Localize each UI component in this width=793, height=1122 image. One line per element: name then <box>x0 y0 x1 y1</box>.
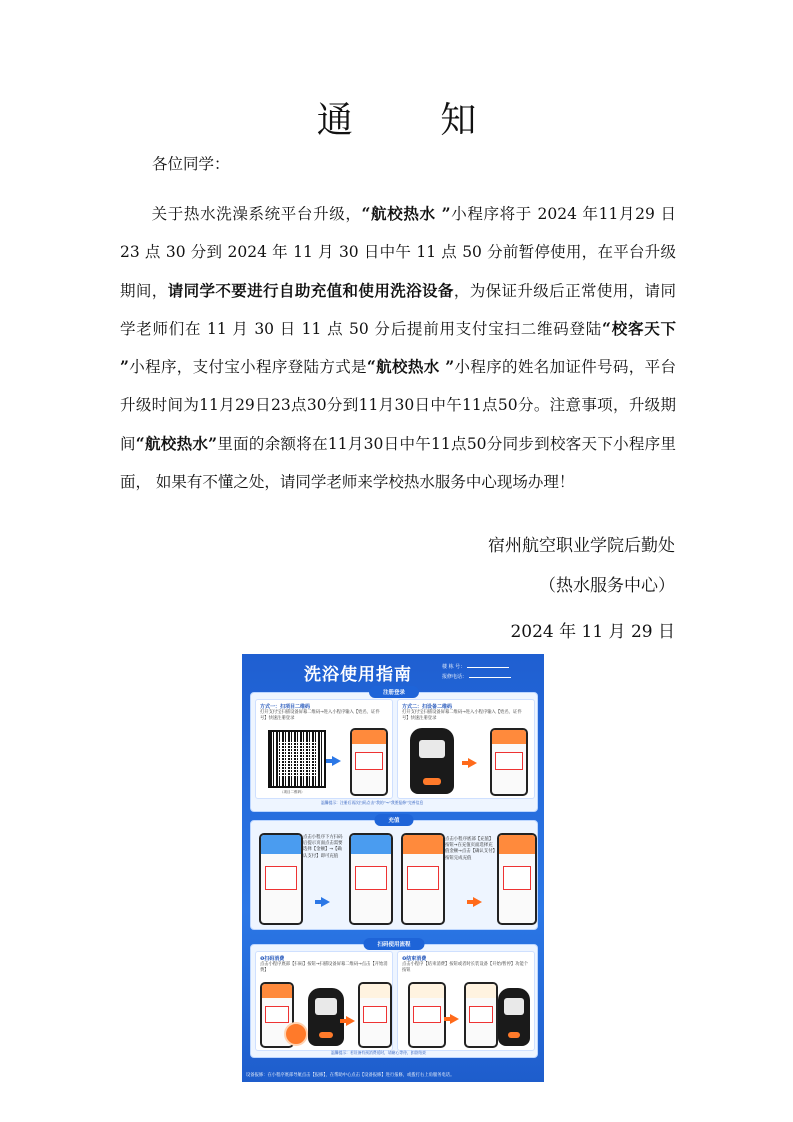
body-seg-3: 小程序将于 2024 年11月29 日 23 点 30 分到 2024 年 11 月 30 日中午 11 点 50 分前暂停使用，在平台升级期间， <box>120 205 676 300</box>
phone-screen <box>351 835 391 923</box>
scan-step-1-text: 点击小程序底部【扫码】按钮→扫描设备屏幕二维码→点击【开始消费】 <box>260 962 388 973</box>
phone-form <box>355 752 382 770</box>
body-seg-5: ，为保证升级后正常使用，请同学老师们在 11 月 30 日 11 点 50 分后提前用支付宝扫二维码登陆 <box>120 281 676 338</box>
phone-header <box>492 730 526 744</box>
device-screen <box>419 740 445 758</box>
phone-screenshot <box>358 982 392 1048</box>
qr-caption: （项目二维码） <box>280 790 305 794</box>
salutation: 各位同学： <box>152 155 230 173</box>
app-name-1: “航校热水 ” <box>361 204 451 223</box>
poster-title: 洗浴使用指南 <box>304 665 412 685</box>
notice-title: 通 知 <box>316 100 515 141</box>
phone-header <box>499 835 535 854</box>
device-button <box>423 778 441 785</box>
bath-guide-poster <box>242 654 544 1082</box>
phone-screenshot <box>259 833 303 925</box>
device-button <box>508 1032 521 1038</box>
meta-line <box>467 667 509 668</box>
meta-phone-label: 报修电话： <box>442 674 468 680</box>
device-screen <box>504 998 523 1014</box>
phone-screenshot <box>349 833 393 925</box>
water-device-icon <box>498 988 530 1046</box>
arrow-right-icon <box>321 897 330 907</box>
signature-date: 2024 年 11 月 29 日 <box>510 622 675 642</box>
phone-screen <box>499 835 535 923</box>
phone-header <box>351 835 391 854</box>
app-name-4: “航校热水” <box>135 433 218 453</box>
body-seg-9: 小程序的姓名加证件号码，平台升级时间为11月29日23点30分到11月30日中午11点50分。注意事项，升级期间 <box>120 358 676 453</box>
phone-screenshot <box>464 982 498 1048</box>
phone-form <box>495 752 522 770</box>
poster-meta-phone <box>442 673 511 680</box>
phone-header <box>360 984 390 998</box>
poster-meta-building <box>442 663 509 670</box>
phone-header <box>352 730 386 744</box>
body-seg-1: 关于热水洗澡系统平台升级， <box>151 205 362 223</box>
method-1-text: 打开支付宝扫描设备屏幕二维码→进入小程序输入【姓名、证件号】快速注册登录 <box>260 710 380 721</box>
phone-form <box>265 866 297 890</box>
scan-step-2 <box>397 951 535 1051</box>
method-1-title: 方式一：扫项目二维码 <box>260 704 311 710</box>
arrow-right-icon <box>468 758 477 768</box>
water-device-icon <box>308 988 344 1046</box>
register-ribbon: 注册登录 <box>369 686 419 698</box>
arrow-right-icon <box>332 756 341 766</box>
method-2-title: 方式二：扫设备二维码 <box>402 704 453 710</box>
qr-code-icon <box>268 730 326 788</box>
scan-ribbon: 扫码使用流程 <box>363 938 424 950</box>
meta-line <box>469 677 511 678</box>
phone-screenshot <box>490 728 528 796</box>
poster-footer: 设备报修：在小程序底部导航点击【报修】，在帮助中心点击【设备报修】进行报修，或拨打右上角服务电话。 <box>246 1073 455 1078</box>
register-note: 温馨提示：注册后再次扫码点击“我的”→“我要报修”完善信息 <box>321 800 424 805</box>
phone-form <box>407 866 439 890</box>
phone-screen <box>466 984 496 1046</box>
recharge-step-2: 点击小程序底部【充值】按钮→在充值页面选择充值金额→点击【确认支付】按钮完成充值 <box>445 837 495 861</box>
phone-screen <box>492 730 526 794</box>
scan-step-2-title: ❷结束消费 <box>402 956 427 962</box>
phone-header <box>261 835 301 854</box>
phone-screen <box>352 730 386 794</box>
phone-form <box>503 866 532 890</box>
recharge-step-1: 点击小程序下方扫码后提示页面点击需要选择【金额】→【确认支付】即可充值 <box>303 835 343 859</box>
notice-body <box>120 195 676 501</box>
body-seg-7: 小程序，支付宝小程序登陆方式是 <box>128 358 367 377</box>
phone-form <box>355 866 387 890</box>
phone-screenshot <box>350 728 388 796</box>
scan-note: 温馨提示：若设备有预消费延时，请耐心等待，扣款结束 <box>331 1050 426 1055</box>
scan-button-icon <box>284 1022 308 1046</box>
recharge-ribbon: 充值 <box>374 814 413 826</box>
signature-dept: （热水服务中心） <box>539 576 675 596</box>
phone-header <box>262 984 292 998</box>
phone-form <box>265 1006 289 1024</box>
scan-panel <box>250 944 538 1058</box>
phone-screen <box>261 835 301 923</box>
arrow-right-icon <box>473 897 482 907</box>
register-method-1 <box>255 699 393 799</box>
phone-screenshot <box>497 833 537 925</box>
meta-building-label: 楼 栋 号： <box>442 664 466 670</box>
register-panel <box>250 692 538 812</box>
warning-text: 请同学不要进行自助充值和使用洗浴设备 <box>167 280 454 300</box>
phone-form <box>363 1006 387 1024</box>
phone-form <box>413 1006 440 1024</box>
phone-screen <box>410 984 444 1046</box>
phone-form <box>469 1006 493 1024</box>
phone-screen <box>403 835 443 923</box>
scan-step-1-title: ❶扫码消费 <box>260 956 285 962</box>
device-button <box>319 1032 333 1038</box>
app-name-3: “航校热水 ” <box>366 357 455 377</box>
phone-header <box>410 984 444 998</box>
signature-org: 宿州航空职业学院后勤处 <box>488 536 675 556</box>
phone-screenshot <box>401 833 445 925</box>
scan-step-2-text: 点击小程序【结束消费】按钮或者时长装设备【开始/暂停】功能个按钮 <box>402 962 529 973</box>
phone-screen <box>360 984 390 1046</box>
scan-step-1 <box>255 951 393 1051</box>
body-seg-11: 里面的余额将在11月30日中午11点50分同步到校客天下小程序里面， 如果有不懂之处，请同学老师来学校热水服务中心现场办理！ <box>120 434 676 492</box>
app-name-2: “校客天下 ” <box>120 318 676 377</box>
recharge-panel <box>250 820 538 930</box>
arrow-right-icon <box>450 1014 459 1024</box>
register-method-2 <box>397 699 535 799</box>
device-screen <box>315 998 337 1014</box>
phone-screenshot <box>408 982 446 1048</box>
phone-header <box>466 984 496 998</box>
water-device-icon <box>410 728 454 794</box>
arrow-right-icon <box>346 1016 355 1026</box>
phone-header <box>403 835 443 854</box>
method-2-text: 打开支付宝扫描设备屏幕二维码→进入小程序输入【姓名、证件号】快速注册登录 <box>402 710 522 721</box>
